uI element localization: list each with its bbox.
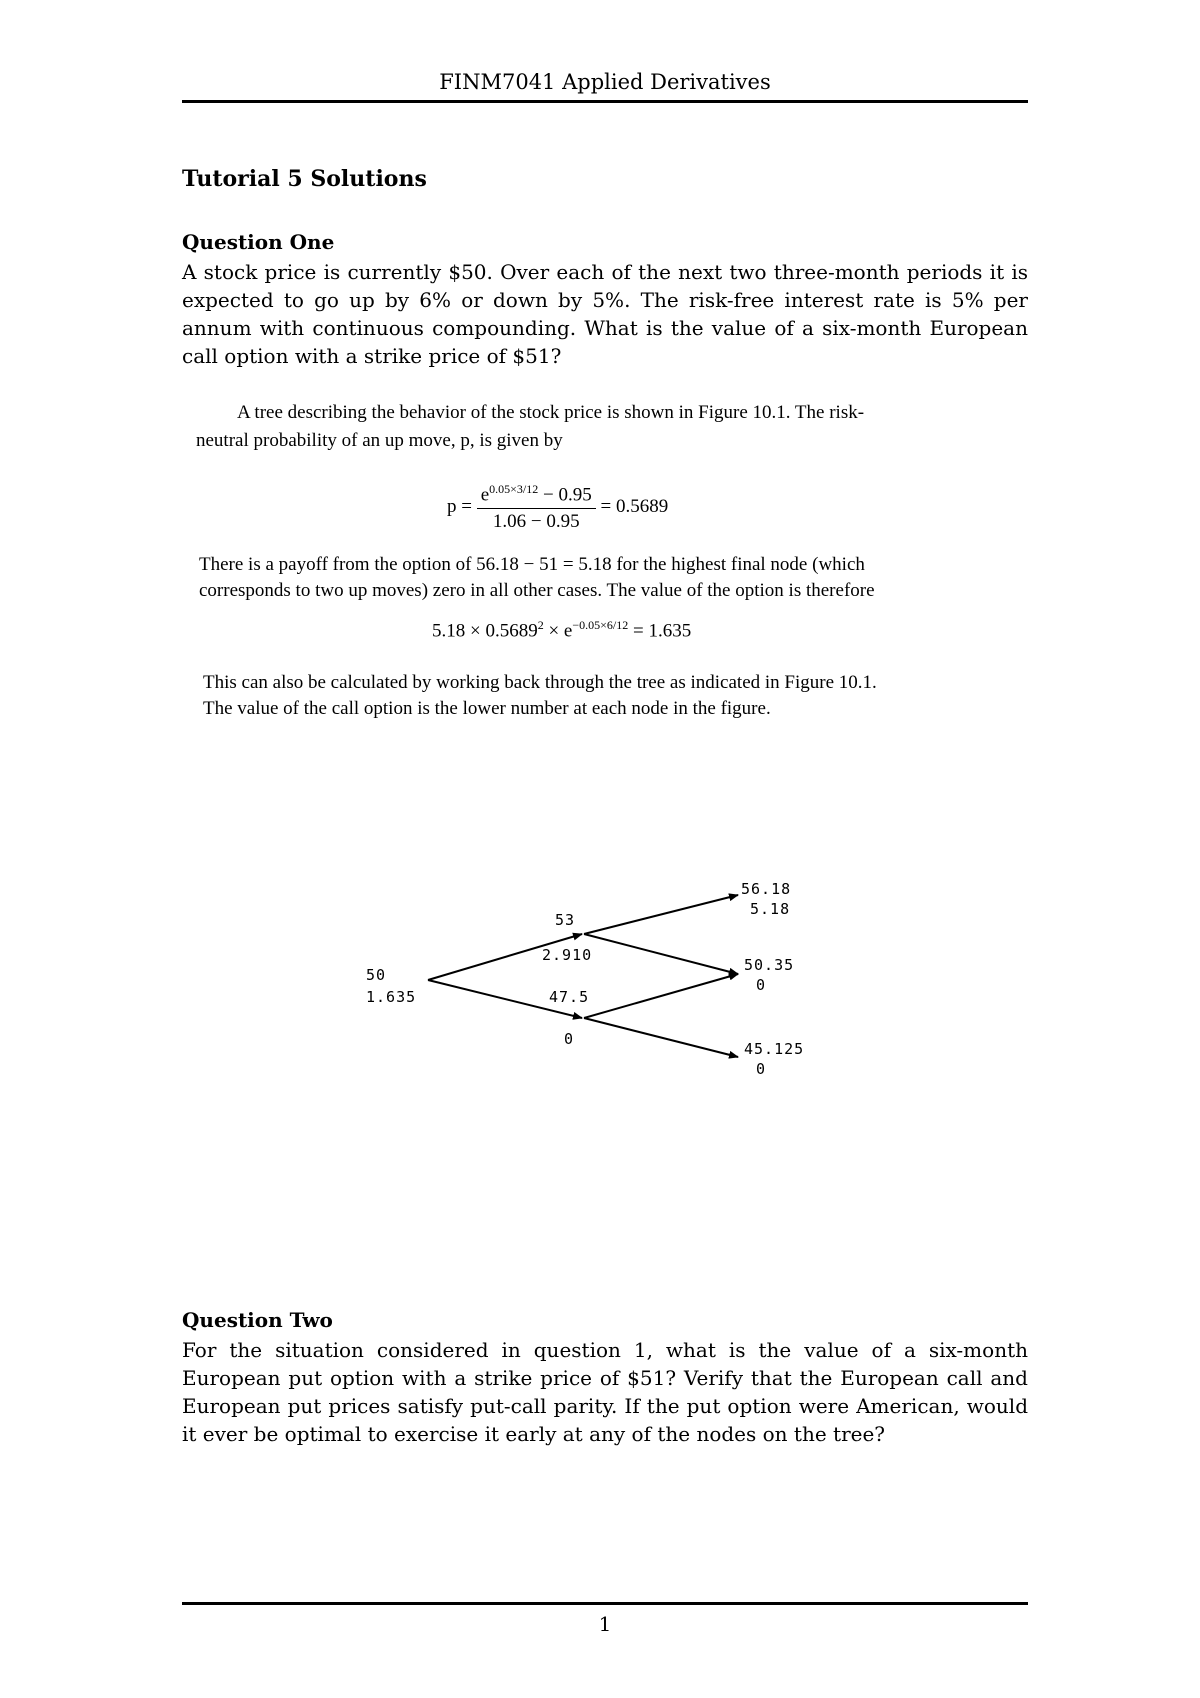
question-two-text: For the situation considered in question 1, what is the value of a six-month European put option with a strike price of $51? Verify that the European call and European put prices satisfy put-call parity. If the put option were American, would it ever be optimal to exercise it early at any of the nodes on the tree? bbox=[182, 1338, 1028, 1446]
solution-line-2: neutral probability of an up move, p, is given by bbox=[196, 430, 563, 451]
node-ud-value: 0 bbox=[756, 976, 767, 994]
formula-denominator: 1.06 − 0.95 bbox=[492, 511, 580, 533]
backward-line-2: The value of the call option is the lower number at each node in the figure. bbox=[203, 698, 771, 719]
node-ud-price: 50.35 bbox=[744, 956, 795, 974]
node-root-price: 50 bbox=[366, 966, 387, 984]
page-title: Tutorial 5 Solutions bbox=[182, 166, 427, 192]
page-number: 1 bbox=[598, 1612, 612, 1636]
node-root-value: 1.635 bbox=[366, 988, 417, 1006]
payoff-line-2: corresponds to two up moves) zero in all other cases. The value of the option is therefore bbox=[199, 580, 875, 601]
formula-result: = 0.5689 bbox=[600, 496, 669, 518]
node-uu-price: 56.18 bbox=[741, 880, 792, 898]
node-dd-value: 0 bbox=[756, 1060, 767, 1078]
node-uu-value: 5.18 bbox=[750, 900, 791, 918]
node-down-value: 0 bbox=[564, 1030, 575, 1048]
branch-up-updown bbox=[584, 934, 738, 974]
formula-numerator: $e^{0.05\times 3/12} - 0.95$ bbox=[477, 482, 596, 509]
payoff-line-1: There is a payoff from the option of 56.18 − 51 = 5.18 for the highest final node (which bbox=[199, 554, 865, 575]
solution-line-1: A tree describing the behavior of the stock price is shown in Figure 10.1. The risk- bbox=[237, 402, 865, 423]
node-up-price: 53 bbox=[555, 911, 576, 929]
node-dd-price: 45.125 bbox=[744, 1040, 805, 1058]
node-down-price: 47.5 bbox=[549, 988, 590, 1006]
backward-line-1: This can also be calculated by working back through the tree as indicated in Figure 10.1. bbox=[203, 672, 877, 693]
branch-down-updown bbox=[584, 974, 738, 1018]
question-one-text: A stock price is currently $50. Over each of the next two three-month periods it is expected to go up by 6% or down by 5%. The risk-free interest rate is 5% per annum with continuous compounding. What is the value of a six-month European call option with a strike price of $51? bbox=[182, 260, 1028, 368]
formula-lhs: p = bbox=[447, 496, 472, 518]
option-value-formula: $5.18 \times 0.5689^2 \times e^{-0.05\times 6/12} = 1.635$ bbox=[432, 618, 692, 642]
branch-down-downdown bbox=[584, 1018, 738, 1057]
question-two-heading: Question Two bbox=[182, 1308, 333, 1332]
node-up-value: 2.910 bbox=[542, 946, 593, 964]
running-header: FINM7041 Applied Derivatives bbox=[439, 70, 771, 94]
footer-rule bbox=[182, 1602, 1028, 1605]
branch-up-upup bbox=[584, 895, 738, 934]
question-one-heading: Question One bbox=[182, 230, 335, 254]
